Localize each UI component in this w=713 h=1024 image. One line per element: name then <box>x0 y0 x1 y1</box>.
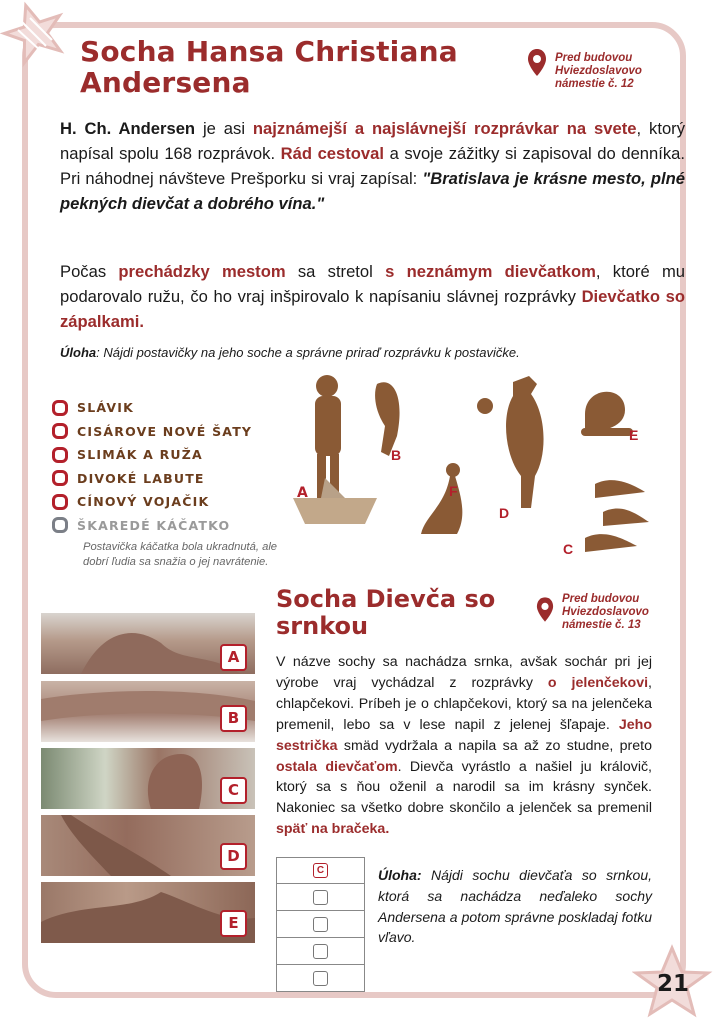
statue-letter: F <box>449 483 458 499</box>
checklist-label: SLÁVIK <box>77 400 135 416</box>
text-run: , ktoré mu podarovalo ružu, čo ho vraj inšpirovalo k napísaniu slávnej rozprávky <box>60 262 685 306</box>
answer-cell <box>276 911 365 938</box>
answer-cell <box>276 965 365 992</box>
text-run: späť na bračeka. <box>276 821 390 838</box>
location-line: Pred budovou <box>562 593 640 605</box>
photo-strip-a <box>41 613 255 674</box>
photo-tag: E <box>220 910 247 937</box>
answer-box[interactable] <box>313 917 328 932</box>
checklist-item <box>52 490 252 514</box>
checklist-item <box>52 420 252 444</box>
text-run: o jelenčekovi <box>547 674 649 691</box>
location-line: námestie č. 12 <box>555 78 634 90</box>
checklist-label: ŠKAREDÉ KÁČATKO <box>77 517 231 533</box>
location-2 <box>562 593 649 632</box>
fairytale-checklist <box>52 396 252 537</box>
answer-box[interactable]: C <box>313 863 328 878</box>
task-label: Úloha: <box>378 867 422 883</box>
checklist-item <box>52 443 252 467</box>
checklist-item <box>52 514 252 538</box>
checkbox[interactable] <box>52 400 68 416</box>
paragraph-walk <box>60 259 685 334</box>
photo-tag: D <box>220 843 247 870</box>
checkbox[interactable] <box>52 470 68 486</box>
paragraph-story <box>276 652 652 840</box>
text-run: s neznámym dievčatkom <box>385 262 596 281</box>
checkbox[interactable] <box>52 494 68 510</box>
photo-tag: C <box>220 777 247 804</box>
task-text: : Nájdi postavičky na jeho soche a správne priraď rozprávku k postavičke. <box>96 345 520 360</box>
task-label: Úloha <box>60 345 97 360</box>
text-run: H. Ch. Andersen <box>60 119 196 138</box>
checklist-item <box>52 467 252 491</box>
section-title-2: Socha Dievča so srnkou <box>276 585 496 640</box>
answer-box[interactable] <box>313 971 328 986</box>
answer-cell <box>276 884 365 911</box>
text-run: Rád cestoval <box>280 144 384 163</box>
statue-letter: A <box>297 485 308 501</box>
statue-letter: D <box>499 505 510 521</box>
photo-strip-c <box>41 748 255 809</box>
photo-strip-d <box>41 815 255 876</box>
text-run: je asi <box>195 119 253 138</box>
task-text: Nájdi sochu dievčaťa so srnkou, ktorá sa nachádza neďaleko sochy Andersena a potom správne poskladaj fotku vľavo. <box>378 867 652 946</box>
answer-cell <box>276 938 365 965</box>
text-run: "Bratislava je krásne mesto, plné pekných dievčat a dobrého vína." <box>60 169 685 213</box>
checklist-item <box>52 396 252 420</box>
text-run: V názve sochy sa nachádza srnka, avšak sochár pri jej výrobe vraj vychádzal z rozprávky <box>276 654 652 691</box>
statue-letter: C <box>563 541 574 557</box>
text-run: , chlapčekovi. Príbeh je o chlapčekovi, ktorý sa na jelenčeka premenil, lebo sa v lese napil z jelenej šľapaje. <box>276 674 652 733</box>
checkbox[interactable] <box>52 423 68 439</box>
text-run: . Dievča vyrástlo a našiel ju královič, ktorý sa s ňou oženil a narodil sa im krásny synček. Nakoniec sa všetko dobre skončilo a jelenček sa premenil <box>276 758 653 817</box>
location-line: Hviezdoslavovo <box>562 606 649 618</box>
text-run: najznámejší a najslávnejší rozprávkar na svete <box>252 119 637 138</box>
answer-cell <box>276 857 365 884</box>
photo-tag: B <box>220 705 247 732</box>
statue-letter: B <box>391 447 402 463</box>
paragraph-andersen <box>60 116 685 216</box>
checkbox[interactable] <box>52 447 68 463</box>
text-run: sa stretol <box>285 262 386 281</box>
location-pin-icon <box>536 596 554 624</box>
location-1 <box>555 52 642 91</box>
location-line: Pred budovou <box>555 52 633 64</box>
location-line: námestie č. 13 <box>562 619 641 631</box>
star-corner-icon <box>0 0 70 70</box>
photo-tag: A <box>220 644 247 671</box>
checklist-label: CÍNOVÝ VOJAČIK <box>77 494 210 510</box>
location-line: Hviezdoslavovo <box>555 65 642 77</box>
task-2 <box>378 865 652 948</box>
answer-box[interactable] <box>313 944 328 959</box>
note-duckling: Postavička káčatka bola ukradnutá, ale dobrí ľudia sa snažia o jej navrátenie. <box>83 541 278 568</box>
text-run: Jeho sestrička <box>276 716 652 754</box>
statue-letter: E <box>629 427 639 443</box>
location-pin-icon <box>527 48 547 78</box>
text-run: , ktorý napísal spolu 168 rozprávok. <box>60 119 685 163</box>
text-run: a svoje zážitky si zapisoval do denníka. Pri náhodnej návšteve Prešporku si vraj zapísal: <box>60 144 686 188</box>
checklist-label: CISÁROVE NOVÉ ŠATY <box>77 423 253 439</box>
checklist-label: DIVOKÉ LABUTE <box>77 470 205 486</box>
answer-grid <box>276 857 365 992</box>
photo-strip-b <box>41 681 255 742</box>
text-run: smäd vydržala a napila sa až zo studne, preto <box>337 737 652 754</box>
text-run: ostala dievčaťom <box>276 758 398 775</box>
text-run: prechádzky mestom <box>118 262 286 281</box>
task-1 <box>60 345 520 360</box>
page-title: Socha Hansa Christiana Andersena <box>80 35 458 99</box>
photo-strip-e <box>41 882 255 943</box>
checklist-label: SLIMÁK A RUŽA <box>77 447 203 463</box>
text-run: Počas <box>60 262 119 281</box>
page-number: 21 <box>657 971 690 997</box>
text-run: Dievčatko so zápalkami. <box>60 287 685 331</box>
statue-figures-image <box>285 366 655 566</box>
answer-box[interactable] <box>313 890 328 905</box>
checkbox[interactable] <box>52 517 68 533</box>
